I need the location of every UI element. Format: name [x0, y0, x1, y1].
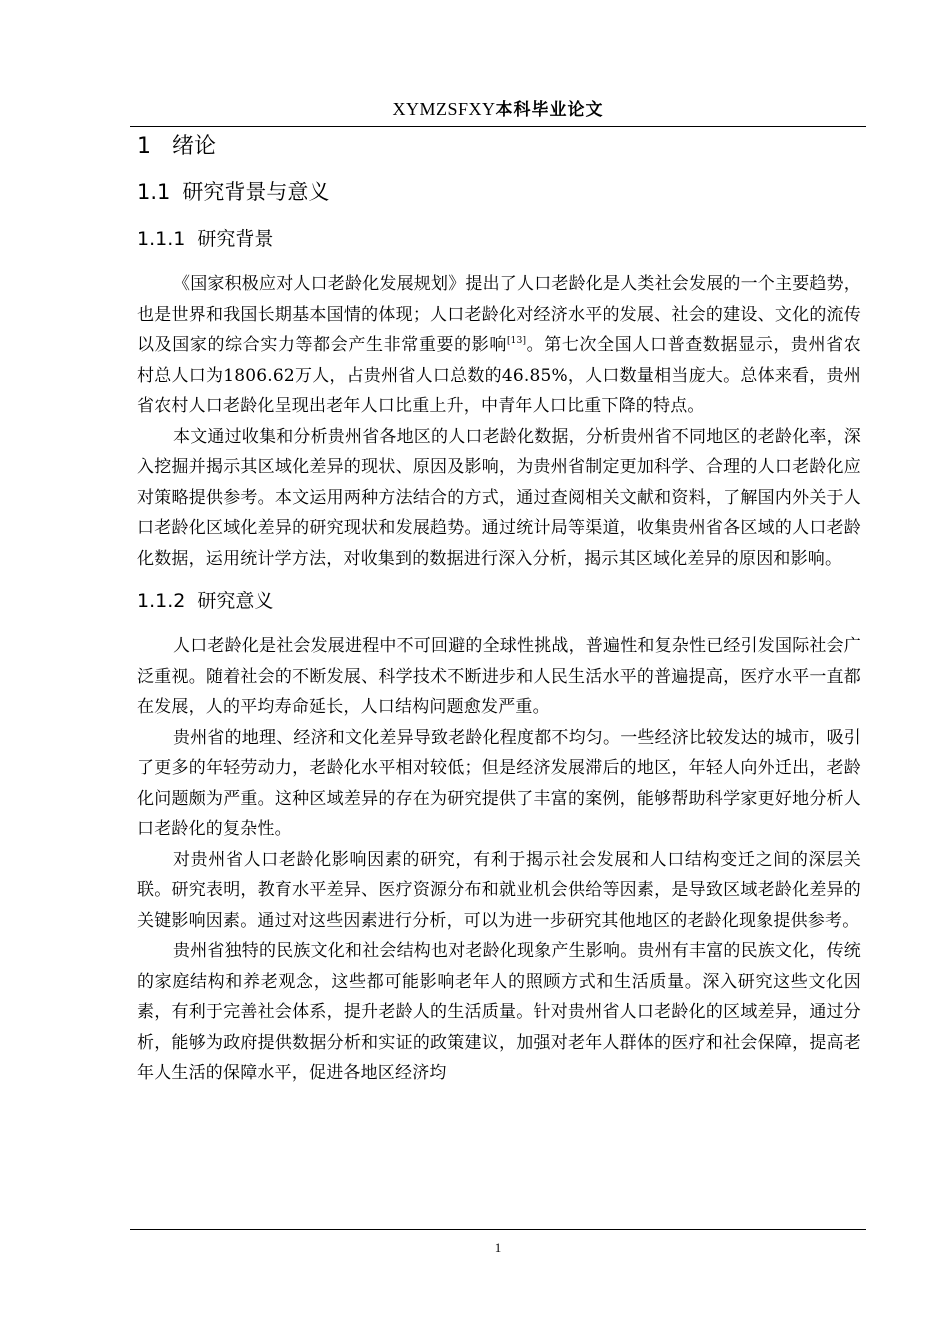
- chapter-title: 绪论: [172, 134, 217, 159]
- header-title: 本科毕业论文: [495, 100, 604, 120]
- subsection-title: 研究背景: [197, 228, 274, 250]
- paragraph-background-2: 本文通过收集和分析贵州省各地区的人口老龄化数据，分析贵州省不同地区的老龄化率，深入挖掘并揭示其区域化差异的现状、原因及影响，为贵州省制定更加科学、合理的人口老龄化应对策略提供参考。本文运用两种方法结合的方式，通过查阅相关文献和资料，了解国内外关于人口老龄化区域化差异的研究现状和发展趋势。通过统计局等渠道，收集贵州省各区域的人口老龄化数据，运用统计学方法，对收集到的数据进行深入分析，揭示其区域化差异的原因和影响。: [137, 426, 861, 569]
- paragraph-significance-1: 人口老龄化是社会发展进程中不可回避的全球性挑战，普遍性和复杂性已经引发国际社会广泛重视。随着社会的不断发展、科学技术不断进步和人民生活水平的普遍提高，医疗水平一直都在发展，人的平均寿命延长，人口结构问题愈发严重。: [137, 636, 861, 717]
- paragraph-significance-2: 贵州省的地理、经济和文化差异导致老龄化程度都不均匀。一些经济比较发达的城市，吸引了更多的年轻劳动力，老龄化水平相对较低；但是经济发展滞后的地区，年轻人向外迁出，老龄化问题颇为严重。这种区域差异的存在为研究提供了丰富的案例，能够帮助科学家更好地分析人口老龄化的复杂性。: [137, 727, 861, 839]
- section-heading: [137, 172, 861, 212]
- chapter-heading: [137, 128, 861, 166]
- page-header: [130, 96, 866, 127]
- page-number: 1: [494, 1240, 502, 1255]
- section-title: 研究背景与意义: [182, 180, 330, 204]
- section-number: 1.1: [137, 180, 171, 204]
- footer-divider: [130, 1229, 866, 1230]
- subsection-heading-background: [137, 220, 861, 258]
- paragraph-significance-3: 对贵州省人口老龄化影响因素的研究，有利于揭示社会发展和人口结构变迁之间的深层关联。研究表明，教育水平差异、医疗资源分布和就业机会供给等因素，是导致区域老龄化差异的关键影响因素。通过对这些因素进行分析，可以为进一步研究其他地区的老龄化现象提供参考。: [137, 849, 861, 931]
- citation: [13]: [506, 336, 527, 346]
- header-code: XYMZSFXY: [392, 99, 496, 119]
- paragraph-text: 。第七次全国人口普查数据显示，贵州省农村总人口为1806.62万人，占贵州省人口总数的46.85%，人口数量相当庞大。总体来看，贵州省农村人口老龄化呈现出老年人口比重上升，中青年人口比重下降的特点。: [137, 335, 861, 416]
- subsection-heading-significance: [137, 582, 861, 620]
- subsection-number: 1.1.1: [137, 228, 186, 250]
- paragraph-background-1: [137, 269, 861, 422]
- paragraph-significance-4: 贵州省独特的民族文化和社会结构也对老龄化现象产生影响。贵州有丰富的民族文化，传统的家庭结构和养老观念，这些都可能影响老年人的照顾方式和生活质量。深入研究这些文化因素，有利于完善社会体系，提升老龄人的生活质量。针对贵州省人口老龄化的区域差异，通过分析，能够为政府提供数据分析和实证的政策建议，加强对老年人群体的医疗和社会保障，提高老年人生活的保障水平，促进各地区经济均: [137, 941, 861, 1083]
- subsection-number: 1.1.2: [137, 590, 186, 612]
- paragraph-text: 《国家积极应对人口老龄化发展规划》提出了人口老龄化是人类社会发展的一个主要趋势，也是世界和我国长期基本国情的体现；人口老龄化对经济水平的发展、社会的建设、文化的流传以及国家的综合实力等都会产生非常重要的影响: [137, 274, 861, 355]
- chapter-number: 1: [137, 134, 151, 159]
- subsection-title: 研究意义: [197, 590, 274, 612]
- page-body: [137, 126, 861, 1089]
